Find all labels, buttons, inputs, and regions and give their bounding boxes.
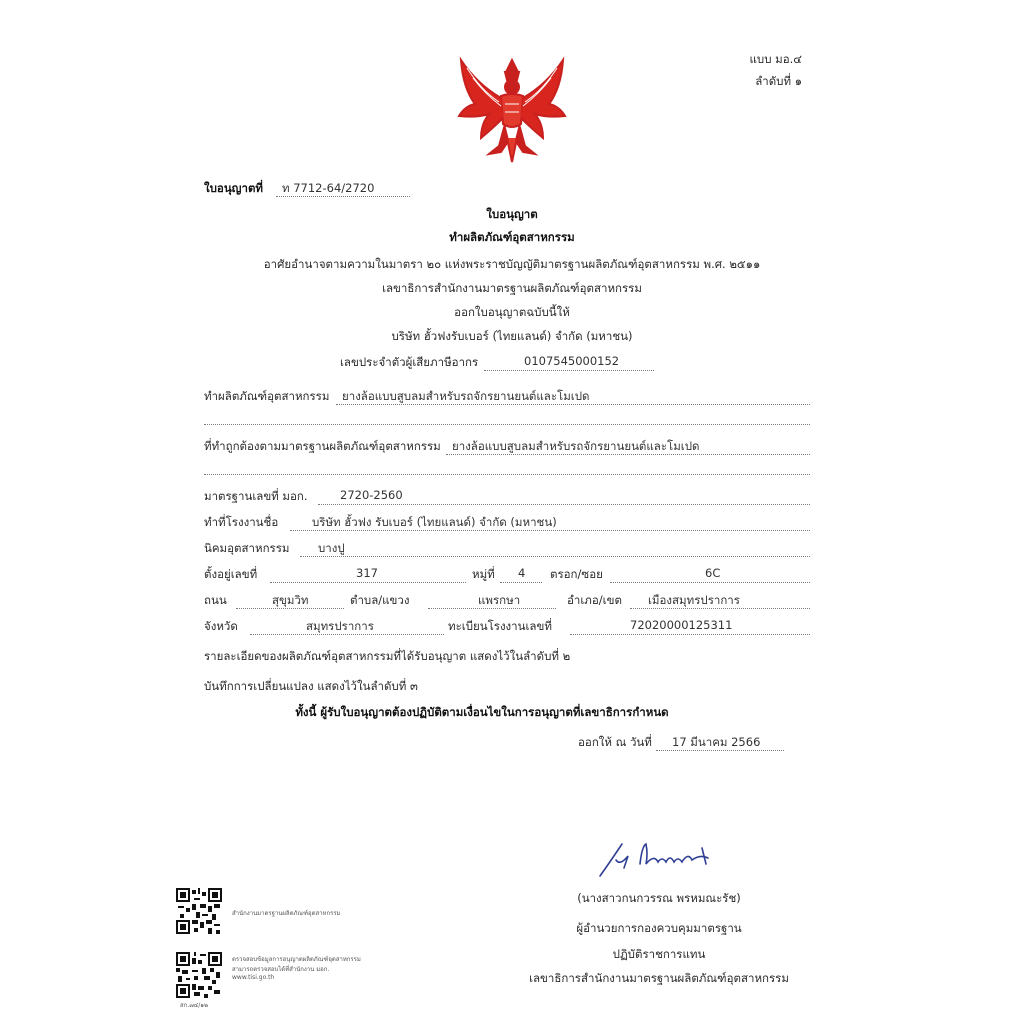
signatory-name: (นางสาวกนกวรรณ พรหมณะรัช) [577, 891, 741, 905]
address-road-value: สุขุมวิท [272, 593, 309, 607]
page-subtitle: ทำผลิตภัณฑ์อุตสาหกรรม [449, 230, 575, 244]
address-moo-dotline [500, 582, 542, 583]
qr-code-2-caption-3: www.tisi.go.th [232, 974, 275, 981]
issue-date-dotline [656, 750, 784, 751]
address-subdistrict-value: แพรกษา [478, 593, 521, 607]
factory-value: บริษัท ฮั้วฟง รับเบอร์ (ไทยแลนด์) จำกัด (มหาชน) [312, 515, 557, 529]
address-district-label: อำเภอ/เขต [567, 593, 622, 607]
address-regno-dotline [570, 634, 810, 635]
address-no-dotline [270, 582, 466, 583]
tax-id-value: 0107545000152 [524, 354, 620, 368]
standard-no-dotline [318, 504, 810, 505]
intro-line-2: เลขาธิการสำนักงานมาตรฐานผลิตภัณฑ์อุตสาหกรรม [382, 281, 642, 295]
address-regno-label: ทะเบียนโรงงานเลขที่ [448, 619, 552, 633]
address-moo-label: หมู่ที่ [472, 567, 495, 581]
address-road-dotline [236, 608, 344, 609]
address-province-dotline [250, 634, 444, 635]
address-regno-value: 72020000125311 [630, 618, 733, 632]
issue-date-value: 17 มีนาคม 2566 [672, 735, 761, 749]
condition-text: ทั้งนี้ ผู้รับใบอนุญาตต้องปฏิบัติตามเงื่อนไขในการอนุญาตที่เลขาธิการกำหนด [295, 705, 669, 719]
address-district-value: เมืองสมุทรปราการ [648, 593, 740, 607]
form-order: ลำดับที่ ๑ [755, 74, 802, 88]
qr-code-2-caption-2: สามารถตรวจสอบได้ที่สำนักงาน มอก. [232, 966, 330, 973]
license-no-value: ท 7712-64/2720 [282, 181, 375, 195]
address-no-label: ตั้งอยู่เลขที่ [204, 567, 258, 581]
qr-code-2-icon[interactable] [176, 952, 222, 998]
licensee-company: บริษัท ฮั้วฟงรับเบอร์ (ไทยแลนด์) จำกัด (มหาชน) [391, 329, 633, 343]
address-district-dotline [630, 608, 810, 609]
product-dotline [336, 404, 810, 405]
license-no-label: ใบอนุญาตที่ [204, 181, 263, 195]
product-dotline-2 [204, 424, 810, 425]
garuda-emblem-icon [455, 54, 569, 166]
qr-code-1-caption: สำนักงานมาตรฐานผลิตภัณฑ์อุตสาหกรรม [232, 910, 341, 917]
license-no-dotline [276, 196, 410, 197]
standard-conform-dotline [446, 454, 810, 455]
signatory-title-3: เลขาธิการสำนักงานมาตรฐานผลิตภัณฑ์อุตสาหกรรม [529, 971, 789, 985]
tax-id-label: เลขประจำตัวผู้เสียภาษีอากร [340, 355, 479, 369]
address-soi-value: 6C [705, 566, 721, 580]
factory-label: ทำที่โรงงานชื่อ [204, 515, 279, 529]
issue-date-label: ออกให้ ณ วันที่ [578, 735, 652, 749]
address-subdistrict-label: ตำบล/แขวง [350, 593, 410, 607]
product-value: ยางล้อแบบสูบลมสำหรับรถจักรยานยนต์และโมเปด [342, 389, 590, 403]
standard-no-value: 2720-2560 [340, 488, 403, 502]
qr-code-1-icon[interactable] [176, 888, 222, 934]
page-title: ใบอนุญาต [486, 207, 538, 221]
notes-line-1: รายละเอียดของผลิตภัณฑ์อุตสาหกรรมที่ได้รับอนุญาต แสดงไว้ในลำดับที่ ๒ [204, 649, 571, 663]
estate-dotline [300, 556, 810, 557]
address-road-label: ถนน [204, 593, 227, 607]
qr-code-2-caption-1: ตรวจสอบข้อมูลการอนุญาตผลิตภัณฑ์อุตสาหกรรม [232, 956, 361, 963]
address-soi-label: ตรอก/ซอย [550, 567, 603, 581]
address-subdistrict-dotline [428, 608, 556, 609]
signatory-title-1: ผู้อำนวยการกองควบคุมมาตรฐาน [576, 921, 742, 935]
standard-conform-label: ที่ทำถูกต้องตามมาตรฐานผลิตภัณฑ์อุตสาหกรรม [204, 439, 441, 453]
form-type: แบบ มอ.๔ [749, 52, 802, 66]
intro-line-1: อาศัยอำนาจตามความในมาตรา ๒๐ แห่งพระราชบัญญัติมาตรฐานผลิตภัณฑ์อุตสาหกรรม พ.ศ. ๒๕๑๑ [263, 257, 761, 271]
address-province-value: สมุทรปราการ [306, 619, 374, 633]
tax-id-dotline [484, 370, 654, 371]
address-province-label: จังหวัด [204, 619, 238, 633]
form-code: สก.๗๔/๑๒ [180, 1002, 209, 1009]
signatory-title-2: ปฏิบัติราชการแทน [612, 947, 706, 961]
notes-line-2: บันทึกการเปลี่ยนแปลง แสดงไว้ในลำดับที่ ๓ [204, 679, 418, 693]
standard-conform-value: ยางล้อแบบสูบลมสำหรับรถจักรยานยนต์และโมเปด [452, 439, 700, 453]
product-label: ทำผลิตภัณฑ์อุตสาหกรรม [204, 389, 330, 403]
address-no-value: 317 [356, 566, 378, 580]
estate-value: บางปู [318, 541, 345, 555]
address-moo-value: 4 [518, 566, 526, 580]
address-soi-dotline [610, 582, 810, 583]
signature-image [596, 834, 720, 880]
intro-line-3: ออกใบอนุญาตฉบับนี้ให้ [454, 305, 570, 319]
standard-no-label: มาตรฐานเลขที่ มอก. [204, 489, 308, 503]
standard-conform-dotline-2 [204, 474, 810, 475]
estate-label: นิคมอุตสาหกรรม [204, 541, 290, 555]
factory-dotline [290, 530, 810, 531]
